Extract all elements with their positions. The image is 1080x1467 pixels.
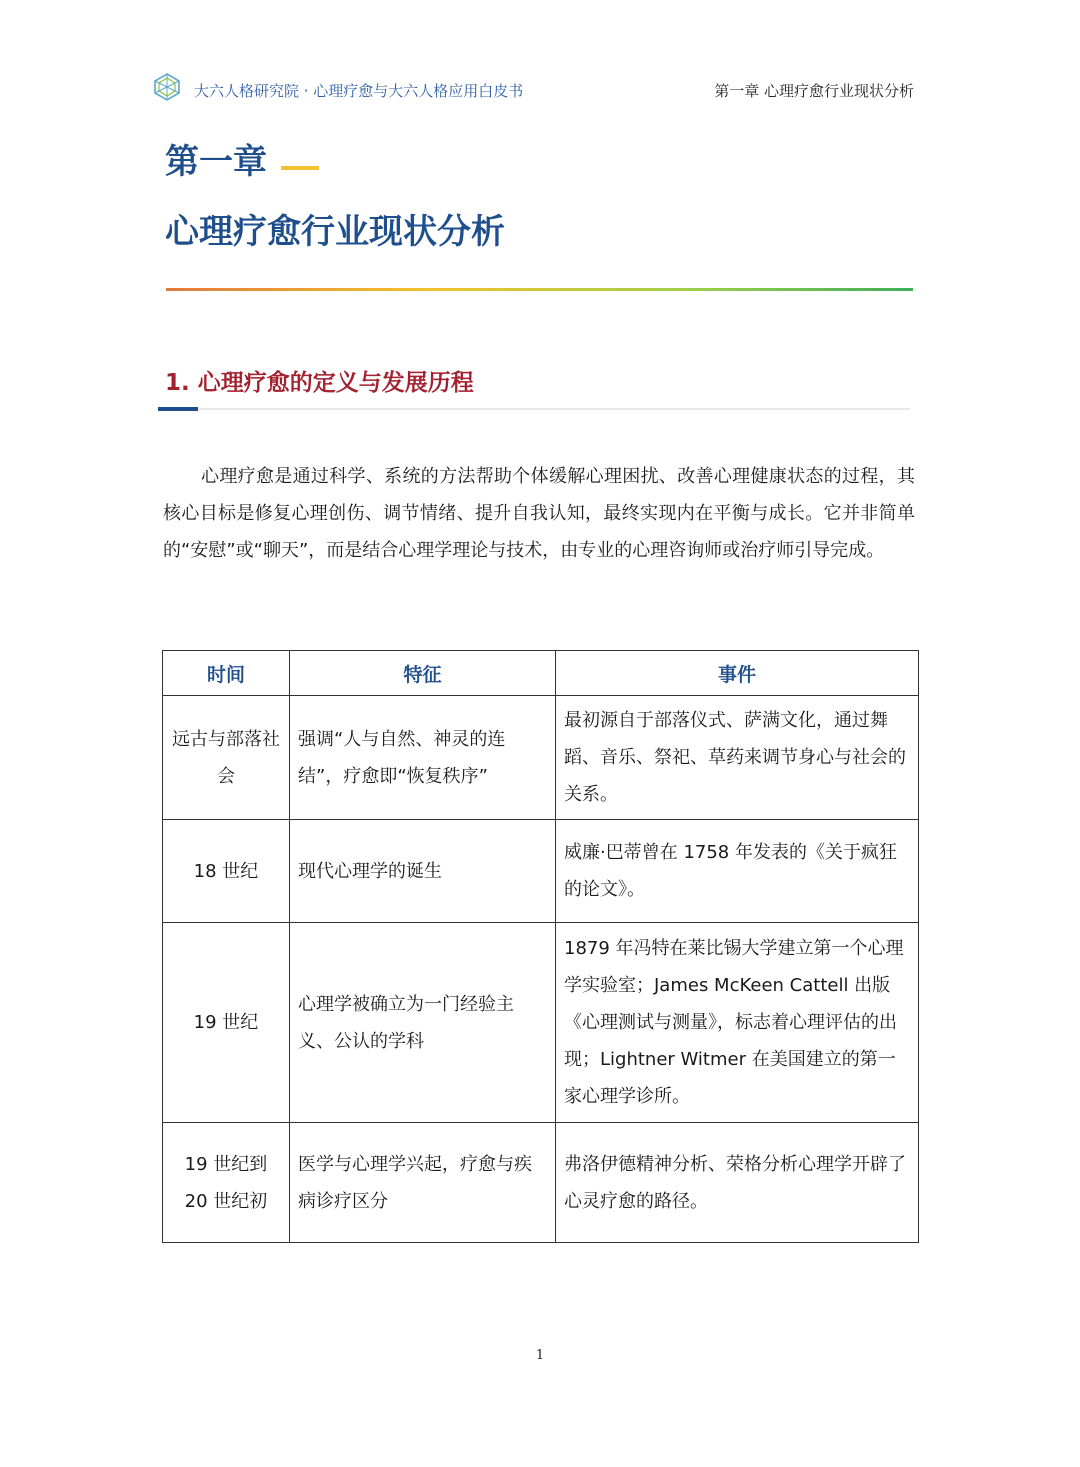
- section-divider: [158, 408, 910, 410]
- feature-cell: 心理学被确立为一门经验主义、公认的学科: [290, 923, 556, 1123]
- table-header-row: [163, 651, 919, 696]
- section-divider-accent: [158, 407, 198, 411]
- column-header-feature: 特征: [290, 651, 556, 696]
- time-cell: 19 世纪到 20 世纪初: [163, 1123, 290, 1243]
- feature-cell: 医学与心理学兴起，疗愈与疾病诊疗区分: [290, 1123, 556, 1243]
- event-cell: 最初源自于部落仪式、萨满文化，通过舞蹈、音乐、祭祀、草药来调节身心与社会的关系。: [556, 696, 919, 820]
- table-row: [163, 820, 919, 923]
- section-title: 1. 心理疗愈的定义与发展历程: [165, 370, 474, 396]
- event-cell: 威廉·巴蒂曾在 1758 年发表的《关于疯狂的论文》。: [556, 820, 919, 923]
- header-whitepaper-title: 大六人格研究院 · 心理疗愈与大六人格应用白皮书: [194, 82, 524, 100]
- table-row: [163, 696, 919, 820]
- time-cell: 19 世纪: [163, 923, 290, 1123]
- event-cell: 弗洛伊德精神分析、荣格分析心理学开辟了心灵疗愈的路径。: [556, 1123, 919, 1243]
- header-chapter-title: 第一章 心理疗愈行业现状分析: [714, 82, 914, 100]
- chapter-title: 心理疗愈行业现状分析: [165, 212, 505, 252]
- time-cell: 远古与部落社会: [163, 696, 290, 820]
- history-table: [162, 650, 919, 1243]
- institute-logo-icon: [152, 72, 182, 102]
- table-row: [163, 1123, 919, 1243]
- time-cell: 18 世纪: [163, 820, 290, 923]
- page-number: 1: [535, 1348, 545, 1363]
- feature-cell: 现代心理学的诞生: [290, 820, 556, 923]
- column-header-event: 事件: [556, 651, 919, 696]
- intro-paragraph: 心理疗愈是通过科学、系统的方法帮助个体缓解心理困扰、改善心理健康状态的过程，其核心目标是修复心理创伤、调节情绪、提升自我认知，最终实现内在平衡与成长。它并非简单的“安慰”或“聊天”，而是结合心理学理论与技术，由专业的心理咨询师或治疗师引导完成。: [163, 466, 915, 561]
- page-header: [152, 72, 914, 108]
- chapter-divider: [166, 288, 913, 291]
- event-cell: 1879 年冯特在莱比锡大学建立第一个心理学实验室；James McKeen Cattell 出版《心理测试与测量》，标志着心理评估的出现；Lightner Witmer 在美国建立的第一家心理学诊所。: [556, 923, 919, 1123]
- chapter-number-underline: [281, 166, 319, 170]
- table-row: [163, 923, 919, 1123]
- chapter-number: 第一章: [165, 142, 267, 182]
- column-header-time: 时间: [163, 651, 290, 696]
- feature-cell: 强调“人与自然、神灵的连结”，疗愈即“恢复秩序”: [290, 696, 556, 820]
